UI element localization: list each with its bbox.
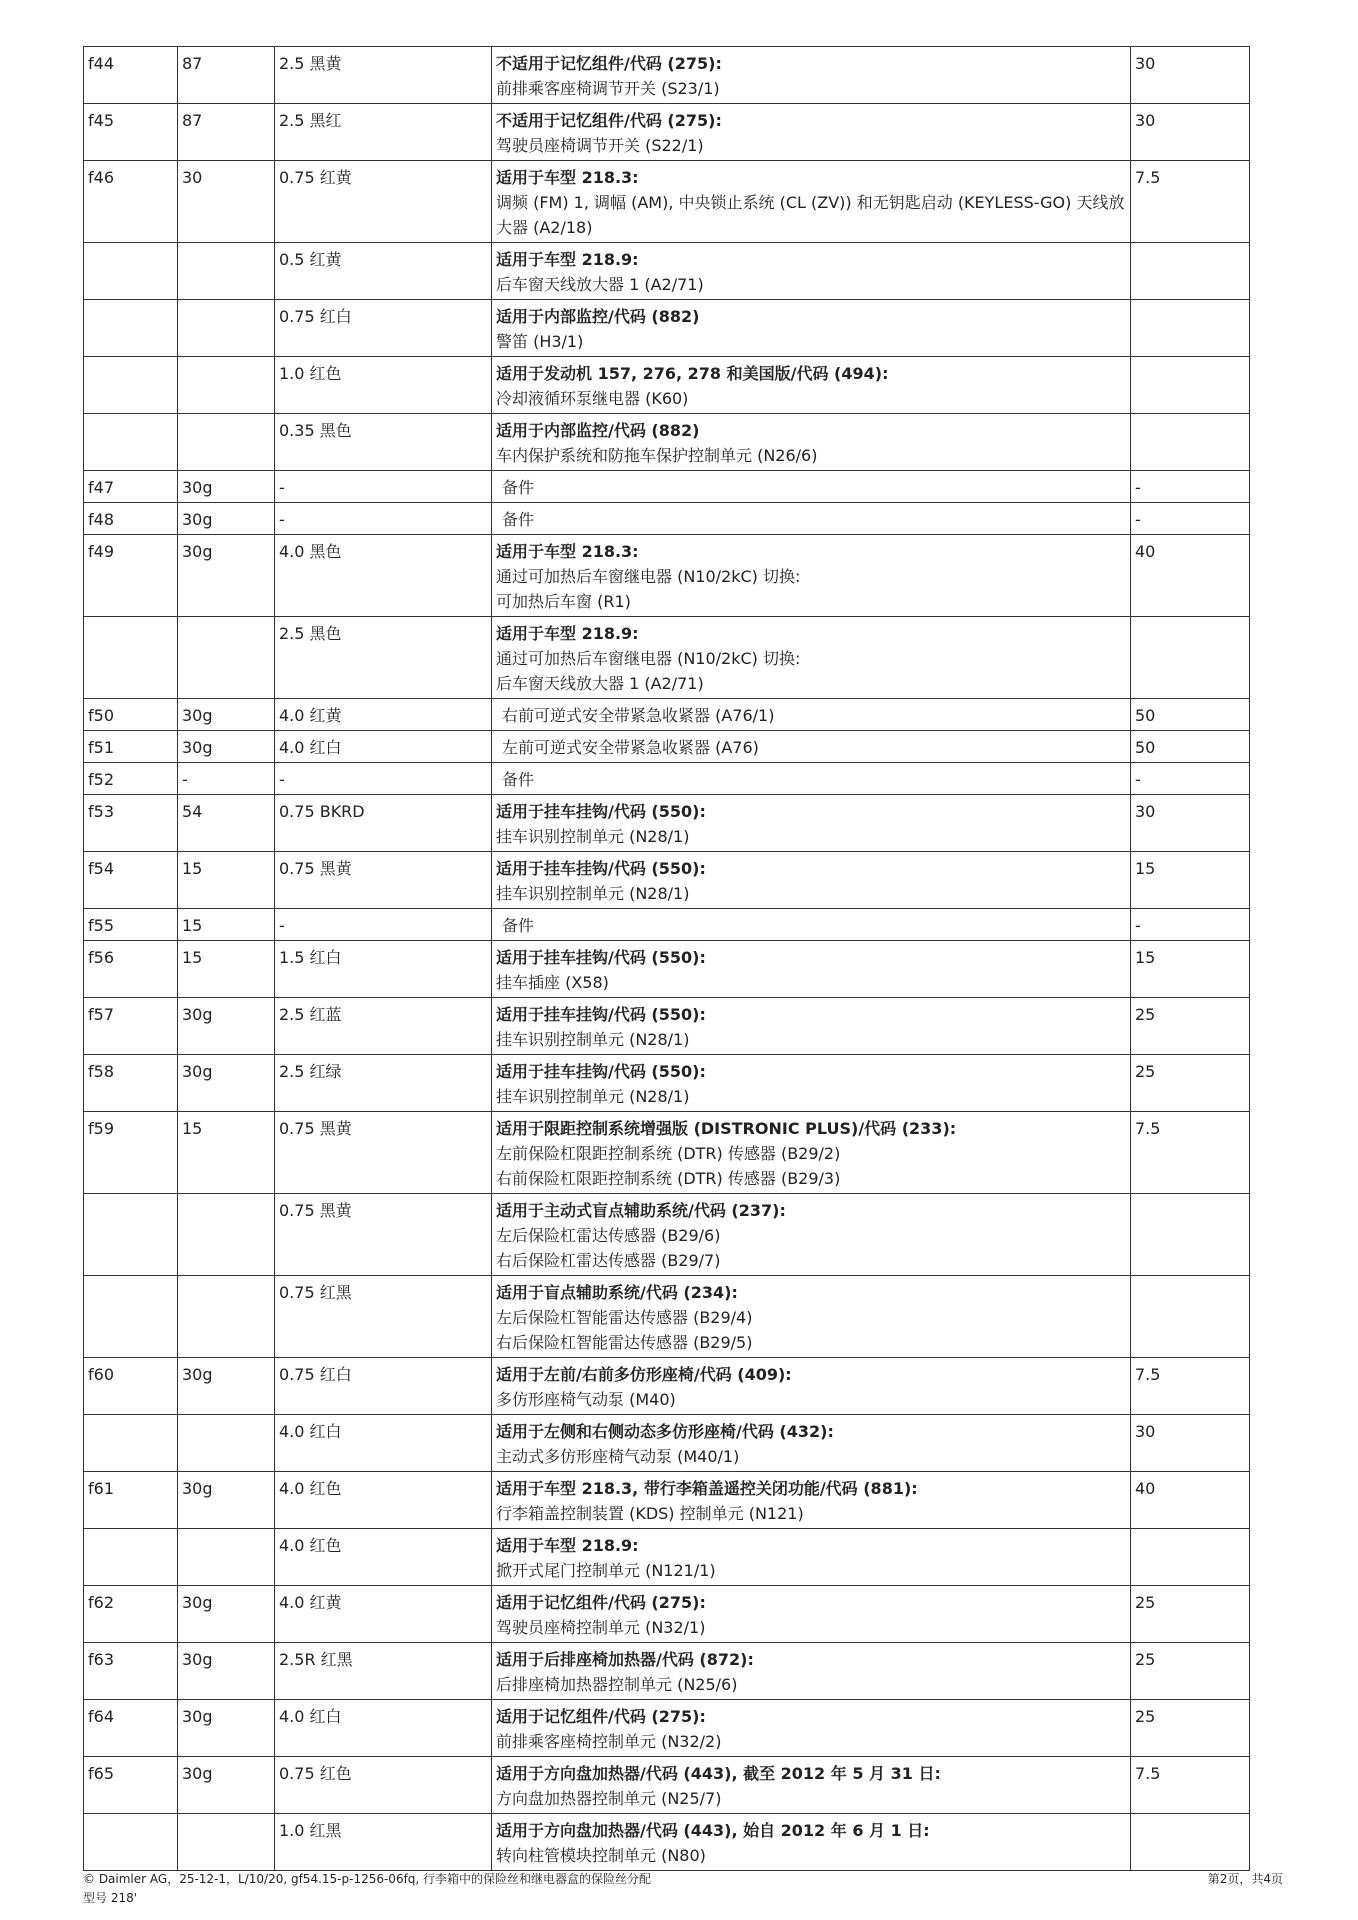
amperage-cell xyxy=(1131,300,1250,357)
table-row xyxy=(84,1814,1250,1871)
wire-cell: 0.75 红白 xyxy=(275,1358,492,1415)
fuse-number-cell: f64 xyxy=(84,1700,178,1757)
table-row xyxy=(84,1586,1250,1643)
wire-cell: 0.75 红黄 xyxy=(275,161,492,243)
fuse-number-cell: f61 xyxy=(84,1472,178,1529)
description-cell xyxy=(492,1472,1131,1529)
description-line: 行李箱盖控制装置 (KDS) 控制单元 (N121) xyxy=(496,1504,804,1523)
fuse-number-cell: f47 xyxy=(84,471,178,503)
footer-model: 型号 218' xyxy=(83,1891,138,1905)
fuse-number-cell: f55 xyxy=(84,909,178,941)
terminal-cell: 15 xyxy=(178,852,275,909)
terminal-cell xyxy=(178,1415,275,1472)
amperage-cell: 15 xyxy=(1131,852,1250,909)
wire-cell: 1.0 红色 xyxy=(275,357,492,414)
wire-cell: 4.0 红白 xyxy=(275,1415,492,1472)
description-cell xyxy=(492,1415,1131,1472)
terminal-cell: 30g xyxy=(178,731,275,763)
description-cell xyxy=(492,699,1131,731)
description-line: 后车窗天线放大器 1 (A2/71) xyxy=(496,674,704,693)
wire-cell: - xyxy=(275,763,492,795)
terminal-cell xyxy=(178,1814,275,1871)
description-heading: 适用于内部监控/代码 (882) xyxy=(496,307,700,326)
wire-cell: 0.75 黑黄 xyxy=(275,852,492,909)
table-row xyxy=(84,795,1250,852)
fuse-assignment-table xyxy=(83,46,1250,1871)
description-cell xyxy=(492,909,1131,941)
terminal-cell: 30g xyxy=(178,1472,275,1529)
wire-cell: 0.35 黑色 xyxy=(275,414,492,471)
amperage-cell: - xyxy=(1131,503,1250,535)
wire-cell: - xyxy=(275,503,492,535)
fuse-number-cell: f48 xyxy=(84,503,178,535)
description-cell xyxy=(492,941,1131,998)
description-line: 左前保险杠限距控制系统 (DTR) 传感器 (B29/2) xyxy=(496,1144,841,1163)
table-row xyxy=(84,1472,1250,1529)
description-line: 左前可逆式安全带紧急收紧器 (A76) xyxy=(502,738,759,757)
description-cell xyxy=(492,243,1131,300)
description-heading: 适用于车型 218.3: xyxy=(496,168,639,187)
terminal-cell: 30g xyxy=(178,1586,275,1643)
terminal-cell: 30g xyxy=(178,1055,275,1112)
terminal-cell xyxy=(178,1194,275,1276)
amperage-cell xyxy=(1131,1276,1250,1358)
wire-cell: 4.0 黑色 xyxy=(275,535,492,617)
table-row xyxy=(84,357,1250,414)
wire-cell: 2.5R 红黑 xyxy=(275,1643,492,1700)
description-heading: 适用于车型 218.3: xyxy=(496,542,639,561)
terminal-cell: 30 xyxy=(178,161,275,243)
terminal-cell: 30g xyxy=(178,1643,275,1700)
fuse-number-cell: f50 xyxy=(84,699,178,731)
fuse-number-cell: f56 xyxy=(84,941,178,998)
terminal-cell xyxy=(178,414,275,471)
description-heading: 适用于方向盘加热器/代码 (443), 截至 2012 年 5 月 31 日: xyxy=(496,1764,941,1783)
fuse-number-cell: f45 xyxy=(84,104,178,161)
description-line: 主动式多仿形座椅气动泵 (M40/1) xyxy=(496,1447,740,1466)
amperage-cell: - xyxy=(1131,909,1250,941)
description-cell xyxy=(492,414,1131,471)
terminal-cell xyxy=(178,1529,275,1586)
table-row xyxy=(84,104,1250,161)
table-row xyxy=(84,731,1250,763)
table-row xyxy=(84,1358,1250,1415)
wire-cell: 1.5 红白 xyxy=(275,941,492,998)
terminal-cell: 30g xyxy=(178,1358,275,1415)
fuse-number-cell: f44 xyxy=(84,47,178,104)
wire-cell: 4.0 红色 xyxy=(275,1472,492,1529)
description-cell xyxy=(492,1055,1131,1112)
fuse-number-cell xyxy=(84,1814,178,1871)
description-line: 备件 xyxy=(502,478,535,497)
footer-copyright: © Daimler AG，25-12-1，L/10/20, gf54.15-p-1256-06fq, 行李箱中的保险丝和继电器盒的保险丝分配 xyxy=(83,1872,652,1886)
amperage-cell: - xyxy=(1131,471,1250,503)
fuse-number-cell: f49 xyxy=(84,535,178,617)
amperage-cell xyxy=(1131,243,1250,300)
amperage-cell: 30 xyxy=(1131,795,1250,852)
description-heading: 适用于左侧和右侧动态多仿形座椅/代码 (432): xyxy=(496,1422,834,1441)
description-cell xyxy=(492,1586,1131,1643)
description-heading: 适用于主动式盲点辅助系统/代码 (237): xyxy=(496,1201,786,1220)
description-heading: 适用于挂车挂钩/代码 (550): xyxy=(496,1062,706,1081)
wire-cell: - xyxy=(275,909,492,941)
description-line: 左后保险杠智能雷达传感器 (B29/4) xyxy=(496,1308,753,1327)
description-cell xyxy=(492,1757,1131,1814)
terminal-cell xyxy=(178,1276,275,1358)
description-cell xyxy=(492,998,1131,1055)
wire-cell: 1.0 红黑 xyxy=(275,1814,492,1871)
wire-cell: 4.0 红黄 xyxy=(275,699,492,731)
table-row xyxy=(84,47,1250,104)
fuse-number-cell: f60 xyxy=(84,1358,178,1415)
terminal-cell xyxy=(178,357,275,414)
table-row xyxy=(84,1643,1250,1700)
fuse-number-cell xyxy=(84,1415,178,1472)
wire-cell: 4.0 红色 xyxy=(275,1529,492,1586)
terminal-cell: 30g xyxy=(178,535,275,617)
amperage-cell: - xyxy=(1131,763,1250,795)
terminal-cell: 15 xyxy=(178,941,275,998)
wire-cell: - xyxy=(275,471,492,503)
description-cell xyxy=(492,357,1131,414)
description-cell xyxy=(492,104,1131,161)
amperage-cell: 25 xyxy=(1131,1586,1250,1643)
amperage-cell: 7.5 xyxy=(1131,161,1250,243)
amperage-cell xyxy=(1131,1814,1250,1871)
description-line: 多仿形座椅气动泵 (M40) xyxy=(496,1390,676,1409)
amperage-cell: 50 xyxy=(1131,699,1250,731)
terminal-cell xyxy=(178,243,275,300)
description-cell xyxy=(492,535,1131,617)
wire-cell: 0.75 红白 xyxy=(275,300,492,357)
description-heading: 适用于方向盘加热器/代码 (443), 始自 2012 年 6 月 1 日: xyxy=(496,1821,930,1840)
description-line: 方向盘加热器控制单元 (N25/7) xyxy=(496,1789,722,1808)
terminal-cell: 87 xyxy=(178,47,275,104)
description-cell xyxy=(492,1814,1131,1871)
description-heading: 适用于车型 218.9: xyxy=(496,1536,639,1555)
amperage-cell: 7.5 xyxy=(1131,1112,1250,1194)
description-cell xyxy=(492,47,1131,104)
description-line: 备件 xyxy=(502,916,535,935)
fuse-number-cell: f65 xyxy=(84,1757,178,1814)
amperage-cell xyxy=(1131,1529,1250,1586)
terminal-cell xyxy=(178,300,275,357)
terminal-cell: 30g xyxy=(178,471,275,503)
description-heading: 适用于车型 218.3, 带行李箱盖遥控关闭功能/代码 (881): xyxy=(496,1479,918,1498)
wire-cell: 4.0 红黄 xyxy=(275,1586,492,1643)
description-cell xyxy=(492,763,1131,795)
description-line: 右前保险杠限距控制系统 (DTR) 传感器 (B29/3) xyxy=(496,1169,841,1188)
amperage-cell: 40 xyxy=(1131,535,1250,617)
wire-cell: 0.75 BKRD xyxy=(275,795,492,852)
fuse-number-cell: f54 xyxy=(84,852,178,909)
terminal-cell: 30g xyxy=(178,1700,275,1757)
description-cell xyxy=(492,1700,1131,1757)
fuse-number-cell xyxy=(84,357,178,414)
table-row xyxy=(84,1700,1250,1757)
amperage-cell: 25 xyxy=(1131,1700,1250,1757)
description-cell xyxy=(492,1643,1131,1700)
terminal-cell: 30g xyxy=(178,998,275,1055)
amperage-cell: 50 xyxy=(1131,731,1250,763)
description-heading: 适用于发动机 157, 276, 278 和美国版/代码 (494): xyxy=(496,364,889,383)
description-heading: 不适用于记忆组件/代码 (275): xyxy=(496,54,722,73)
wire-cell: 0.75 红色 xyxy=(275,1757,492,1814)
description-line: 前排乘客座椅控制单元 (N32/2) xyxy=(496,1732,722,1751)
description-line: 备件 xyxy=(502,510,535,529)
table-row xyxy=(84,1415,1250,1472)
description-line: 前排乘客座椅调节开关 (S23/1) xyxy=(496,79,720,98)
table-row xyxy=(84,998,1250,1055)
amperage-cell: 40 xyxy=(1131,1472,1250,1529)
table-row xyxy=(84,617,1250,699)
description-cell xyxy=(492,1529,1131,1586)
description-heading: 适用于内部监控/代码 (882) xyxy=(496,421,700,440)
wire-cell: 2.5 红蓝 xyxy=(275,998,492,1055)
description-heading: 适用于左前/右前多仿形座椅/代码 (409): xyxy=(496,1365,792,1384)
description-line: 右前可逆式安全带紧急收紧器 (A76/1) xyxy=(502,706,775,725)
fuse-number-cell: f63 xyxy=(84,1643,178,1700)
table-row xyxy=(84,1276,1250,1358)
description-cell xyxy=(492,617,1131,699)
fuse-number-cell xyxy=(84,414,178,471)
description-heading: 适用于记忆组件/代码 (275): xyxy=(496,1593,706,1612)
terminal-cell: 30g xyxy=(178,503,275,535)
table-row xyxy=(84,763,1250,795)
terminal-cell: 30g xyxy=(178,699,275,731)
description-cell xyxy=(492,731,1131,763)
fuse-number-cell xyxy=(84,1529,178,1586)
terminal-cell xyxy=(178,617,275,699)
fuse-number-cell: f52 xyxy=(84,763,178,795)
amperage-cell xyxy=(1131,414,1250,471)
table-body xyxy=(84,47,1250,1871)
description-cell xyxy=(492,795,1131,852)
description-heading: 适用于车型 218.9: xyxy=(496,624,639,643)
table-row xyxy=(84,414,1250,471)
description-line: 左后保险杠雷达传感器 (B29/6) xyxy=(496,1226,721,1245)
fuse-number-cell xyxy=(84,243,178,300)
amperage-cell: 25 xyxy=(1131,998,1250,1055)
page-footer xyxy=(83,1870,1283,1908)
wire-cell: 2.5 黑黄 xyxy=(275,47,492,104)
terminal-cell: 15 xyxy=(178,1112,275,1194)
description-heading: 适用于挂车挂钩/代码 (550): xyxy=(496,1005,706,1024)
amperage-cell: 30 xyxy=(1131,47,1250,104)
description-line: 警笛 (H3/1) xyxy=(496,332,584,351)
description-line: 右后保险杠智能雷达传感器 (B29/5) xyxy=(496,1333,753,1352)
amperage-cell xyxy=(1131,1194,1250,1276)
table-row xyxy=(84,1757,1250,1814)
description-line: 通过可加热后车窗继电器 (N10/2kC) 切换: xyxy=(496,649,801,668)
wire-cell: 4.0 红白 xyxy=(275,731,492,763)
terminal-cell: 30g xyxy=(178,1757,275,1814)
description-line: 驾驶员座椅调节开关 (S22/1) xyxy=(496,136,704,155)
description-line: 车内保护系统和防拖车保护控制单元 (N26/6) xyxy=(496,446,818,465)
description-cell xyxy=(492,1276,1131,1358)
amperage-cell: 25 xyxy=(1131,1643,1250,1700)
table-row xyxy=(84,1529,1250,1586)
description-cell xyxy=(492,300,1131,357)
description-line: 右后保险杠雷达传感器 (B29/7) xyxy=(496,1251,721,1270)
fuse-number-cell xyxy=(84,1194,178,1276)
description-line: 通过可加热后车窗继电器 (N10/2kC) 切换: xyxy=(496,567,801,586)
description-line: 后车窗天线放大器 1 (A2/71) xyxy=(496,275,704,294)
amperage-cell: 7.5 xyxy=(1131,1358,1250,1415)
table-row xyxy=(84,909,1250,941)
fuse-number-cell: f46 xyxy=(84,161,178,243)
amperage-cell xyxy=(1131,617,1250,699)
terminal-cell: - xyxy=(178,763,275,795)
table-row xyxy=(84,243,1250,300)
table-row xyxy=(84,535,1250,617)
description-line: 挂车识别控制单元 (N28/1) xyxy=(496,1030,690,1049)
description-line: 冷却液循环泵继电器 (K60) xyxy=(496,389,689,408)
description-line: 后排座椅加热器控制单元 (N25/6) xyxy=(496,1675,738,1694)
description-heading: 适用于记忆组件/代码 (275): xyxy=(496,1707,706,1726)
fuse-number-cell: f53 xyxy=(84,795,178,852)
description-cell xyxy=(492,852,1131,909)
amperage-cell: 30 xyxy=(1131,1415,1250,1472)
wire-cell: 2.5 黑红 xyxy=(275,104,492,161)
description-cell xyxy=(492,1112,1131,1194)
amperage-cell: 25 xyxy=(1131,1055,1250,1112)
table-row xyxy=(84,1112,1250,1194)
description-cell xyxy=(492,1194,1131,1276)
amperage-cell xyxy=(1131,357,1250,414)
description-line: 驾驶员座椅控制单元 (N32/1) xyxy=(496,1618,706,1637)
table-row xyxy=(84,161,1250,243)
description-line: 挂车识别控制单元 (N28/1) xyxy=(496,884,690,903)
amperage-cell: 30 xyxy=(1131,104,1250,161)
description-line: 转向柱管模块控制单元 (N80) xyxy=(496,1846,706,1865)
description-cell xyxy=(492,503,1131,535)
description-heading: 适用于后排座椅加热器/代码 (872): xyxy=(496,1650,754,1669)
table-row xyxy=(84,471,1250,503)
description-line: 备件 xyxy=(502,770,535,789)
description-heading: 适用于盲点辅助系统/代码 (234): xyxy=(496,1283,738,1302)
table-row xyxy=(84,699,1250,731)
description-heading: 适用于挂车挂钩/代码 (550): xyxy=(496,802,706,821)
wire-cell: 0.75 黑黄 xyxy=(275,1194,492,1276)
fuse-number-cell xyxy=(84,300,178,357)
amperage-cell: 15 xyxy=(1131,941,1250,998)
wire-cell: 0.5 红黄 xyxy=(275,243,492,300)
terminal-cell: 15 xyxy=(178,909,275,941)
table-row xyxy=(84,852,1250,909)
table-row xyxy=(84,941,1250,998)
description-heading: 适用于挂车挂钩/代码 (550): xyxy=(496,948,706,967)
fuse-number-cell xyxy=(84,1276,178,1358)
table-row xyxy=(84,1194,1250,1276)
fuse-number-cell: f58 xyxy=(84,1055,178,1112)
description-heading: 不适用于记忆组件/代码 (275): xyxy=(496,111,722,130)
wire-cell: 2.5 黑色 xyxy=(275,617,492,699)
description-line: 掀开式尾门控制单元 (N121/1) xyxy=(496,1561,716,1580)
amperage-cell: 7.5 xyxy=(1131,1757,1250,1814)
description-line: 挂车插座 (X58) xyxy=(496,973,609,992)
description-line: 挂车识别控制单元 (N28/1) xyxy=(496,827,690,846)
wire-cell: 0.75 黑黄 xyxy=(275,1112,492,1194)
wire-cell: 0.75 红黑 xyxy=(275,1276,492,1358)
table-row xyxy=(84,503,1250,535)
description-cell xyxy=(492,1358,1131,1415)
terminal-cell: 54 xyxy=(178,795,275,852)
description-heading: 适用于限距控制系统增强版 (DISTRONIC PLUS)/代码 (233): xyxy=(496,1119,957,1138)
description-cell xyxy=(492,161,1131,243)
description-line: 调频 (FM) 1, 调幅 (AM), 中央锁止系统 (CL (ZV)) 和无钥匙启动 (KEYLESS-GO) 天线放大器 (A2/18) xyxy=(496,193,1125,237)
page-number: 第2页，共4页 xyxy=(1207,1872,1283,1886)
description-heading: 适用于挂车挂钩/代码 (550): xyxy=(496,859,706,878)
fuse-number-cell: f51 xyxy=(84,731,178,763)
description-line: 挂车识别控制单元 (N28/1) xyxy=(496,1087,690,1106)
description-line: 可加热后车窗 (R1) xyxy=(496,592,631,611)
fuse-number-cell: f59 xyxy=(84,1112,178,1194)
fuse-number-cell: f57 xyxy=(84,998,178,1055)
table-row xyxy=(84,300,1250,357)
table-row xyxy=(84,1055,1250,1112)
description-heading: 适用于车型 218.9: xyxy=(496,250,639,269)
description-cell xyxy=(492,471,1131,503)
fuse-number-cell xyxy=(84,617,178,699)
terminal-cell: 87 xyxy=(178,104,275,161)
wire-cell: 2.5 红绿 xyxy=(275,1055,492,1112)
fuse-number-cell: f62 xyxy=(84,1586,178,1643)
wire-cell: 4.0 红白 xyxy=(275,1700,492,1757)
